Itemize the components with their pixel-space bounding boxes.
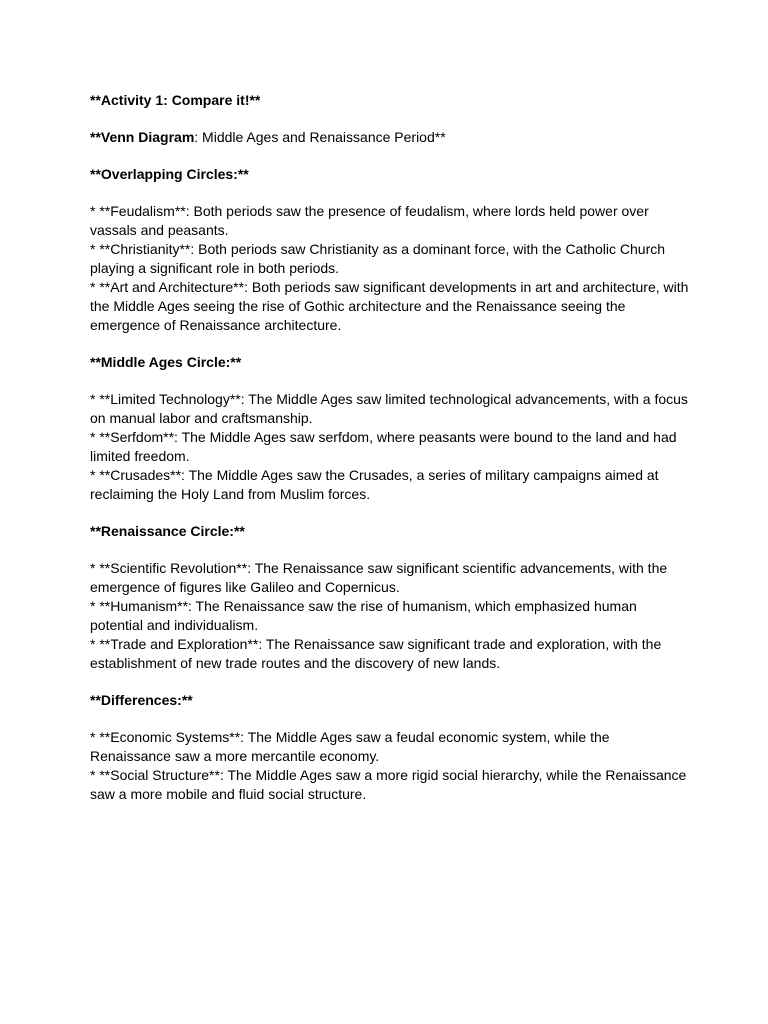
section-list-middle-ages	[90, 390, 690, 504]
venn-diagram-heading	[90, 128, 690, 147]
list-item: * **Art and Architecture**: Both periods saw significant developments in art and architecture, with the Middle Ages seeing the rise of Gothic architecture and the Renaissance seeing the emergence of Renaissance architecture.	[90, 279, 689, 333]
list-item: * **Christianity**: Both periods saw Christianity as a dominant force, with the Catholic Church playing a significant role in both periods.	[90, 241, 666, 276]
section-heading-overlapping: **Overlapping Circles:**	[90, 166, 249, 182]
list-item: * **Economic Systems**: The Middle Ages saw a feudal economic system, while the Renaissance saw a more mercantile economy.	[90, 729, 610, 764]
list-item: * **Crusades**: The Middle Ages saw the Crusades, a series of military campaigns aimed at reclaiming the Holy Land from Muslim forces.	[90, 467, 659, 502]
section-heading-differences: **Differences:**	[90, 692, 193, 708]
document-page	[90, 91, 690, 822]
section-list-renaissance	[90, 559, 690, 673]
section-list-differences	[90, 728, 690, 804]
list-item: * **Scientific Revolution**: The Renaissance saw significant scientific advancements, with the emergence of figures like Galileo and Copernicus.	[90, 560, 668, 595]
section-heading-middle-ages: **Middle Ages Circle:**	[90, 354, 242, 370]
section-list-overlapping	[90, 202, 690, 335]
list-item: * **Limited Technology**: The Middle Ages saw limited technological advancements, with a focus on manual labor and craftsmanship.	[90, 391, 688, 426]
venn-diagram-bold: **Venn Diagram	[90, 129, 195, 145]
list-item: * **Social Structure**: The Middle Ages saw a more rigid social hierarchy, while the Renaissance saw a more mobile and fluid social structure.	[90, 767, 687, 802]
activity-title: **Activity 1: Compare it!**	[90, 92, 261, 108]
venn-diagram-subtitle: : Middle Ages and Renaissance Period**	[194, 129, 446, 145]
list-item: * **Serfdom**: The Middle Ages saw serfdom, where peasants were bound to the land and had limited freedom.	[90, 429, 677, 464]
list-item: * **Humanism**: The Renaissance saw the rise of humanism, which emphasized human potential and individualism.	[90, 598, 637, 633]
list-item: * **Trade and Exploration**: The Renaissance saw significant trade and exploration, with the establishment of new trade routes and the discovery of new lands.	[90, 636, 662, 671]
section-heading-renaissance: **Renaissance Circle:**	[90, 523, 245, 539]
list-item: * **Feudalism**: Both periods saw the presence of feudalism, where lords held power over vassals and peasants.	[90, 203, 649, 238]
